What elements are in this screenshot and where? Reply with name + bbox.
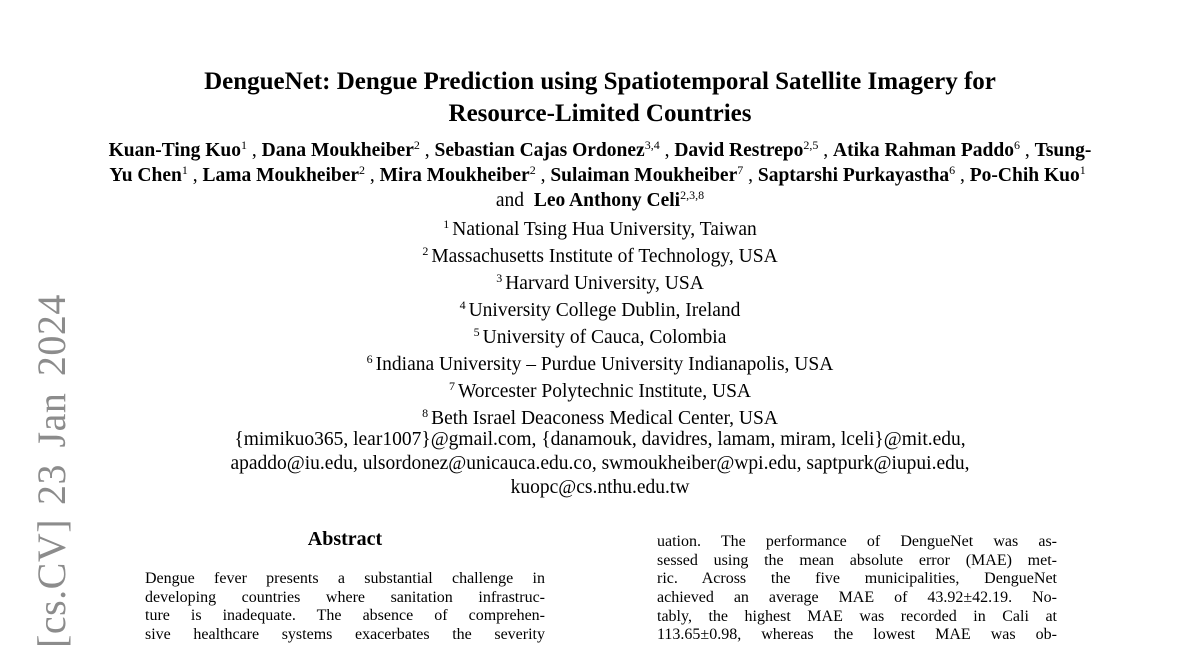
affiliation-text: University of Cauca, Colombia	[482, 327, 727, 348]
abstract-line: Dengue fever presents a substantial challenge in	[145, 570, 545, 587]
affiliation-text: Indiana University – Purdue University Indianapolis, USA	[375, 354, 834, 375]
email-line: {mimikuo365, lear1007}@gmail.com, {danamouk, davidres, lamam, miram, lceli}@mit.edu,	[234, 429, 966, 450]
author-name: Mira Moukheiber	[379, 165, 530, 186]
affiliation-number: 6	[366, 352, 373, 366]
affiliation-number: 1	[443, 217, 450, 231]
affiliation	[200, 351, 1000, 378]
affiliation	[200, 216, 1000, 243]
arxiv-stamp	[22, 294, 82, 648]
author-name: Sulaiman Moukheiber	[550, 165, 738, 186]
abstract-line: ture is inadequate. The absence of comprehen-	[145, 607, 545, 625]
email-line: apaddo@iu.edu, ulsordonez@unicauca.edu.co, swmoukheiber@wpi.edu, saptpurk@iupui.edu,	[230, 453, 970, 474]
abstract-right-column	[657, 533, 1057, 645]
author-name: Leo Anthony Celi	[533, 190, 681, 211]
author-affiliation-marker: 6	[949, 163, 956, 177]
author-name: Atika Rahman Paddo	[833, 140, 1014, 161]
abstract-line: tably, the highest MAE was recorded in Cali at	[657, 607, 1057, 625]
affiliation-number: 3	[496, 271, 503, 285]
affiliation-number: 7	[448, 379, 455, 393]
author-name: Dana Moukheiber	[261, 140, 414, 161]
title-line: DengueNet: Dengue Prediction using Spatiotemporal Satellite Imagery for	[204, 68, 996, 95]
author-affiliation-marker: 1	[181, 163, 188, 177]
affiliation-number: 5	[473, 325, 480, 339]
abstract-left-column	[145, 570, 545, 645]
affiliation-number: 4	[459, 298, 466, 312]
affiliation	[200, 297, 1000, 324]
email-list	[100, 428, 1100, 500]
abstract-line: developing countries where sanitation infrastruc-	[145, 588, 545, 606]
author-affiliation-marker: 3,4	[644, 138, 660, 152]
affiliation-list	[200, 216, 1000, 432]
abstract-line: uation. The performance of DengueNet was as-	[657, 533, 1057, 550]
paper-title	[120, 66, 1080, 130]
author-affiliation-marker: 2	[529, 163, 536, 177]
author-affiliation-marker: 2,3,8	[680, 188, 705, 202]
author-affiliation-marker: 7	[737, 163, 744, 177]
affiliation-text: Worcester Polytechnic Institute, USA	[457, 381, 752, 402]
affiliation	[200, 378, 1000, 405]
author-name: Tsung-Yu Chen	[109, 140, 1092, 186]
abstract-line: achieved an average MAE of 43.92±42.19. No-	[657, 589, 1057, 607]
affiliation	[200, 324, 1000, 351]
affiliation-text: Harvard University, USA	[505, 273, 704, 294]
author-affiliation-marker: 2	[413, 138, 420, 152]
author-affiliation-marker: 2	[359, 163, 366, 177]
email-line: kuopc@cs.nthu.edu.tw	[510, 477, 690, 498]
abstract-line: 113.65±0.98, whereas the lowest MAE was ob-	[657, 626, 1057, 644]
author-affiliation-marker: 1	[241, 138, 248, 152]
affiliation-text: National Tsing Hua University, Taiwan	[452, 219, 757, 240]
affiliation	[200, 243, 1000, 270]
affiliation-number: 8	[422, 406, 429, 420]
affiliation-text: Beth Israel Deaconess Medical Center, USA	[431, 408, 778, 429]
author-affiliation-marker: 2,5	[803, 138, 819, 152]
abstract-line: sessed using the mean absolute error (MAE) met-	[657, 551, 1057, 569]
author-name: Kuan-Ting Kuo	[108, 140, 242, 161]
abstract-heading: Abstract	[307, 528, 383, 550]
author-name: Saptarshi Purkayastha	[757, 165, 950, 186]
author-list	[100, 138, 1100, 213]
author-name: David Restrepo	[674, 140, 804, 161]
abstract-line: sive healthcare systems exacerbates the severity	[145, 626, 545, 644]
affiliation-text: Massachusetts Institute of Technology, USA	[431, 246, 778, 267]
author-line: Kuan-Ting Kuo$^1$ , Dana Moukheiber$^2$ , Sebastian Cajas Ordonez$^{3,4}$ , David Restrepo$^{2,5}$ , Atika Rahman Paddo$^6$ , Tsung-Yu Chen$^1$ , Lama Moukheiber$^2$ , Mira Moukheiber$^2$ , Sulaiman Moukheiber$^7$ , Saptarshi Purkayastha$^6$ , Po-Chih Kuo$^1$ and Leo Anthony Celi$^{2,3,8}$	[108, 138, 1092, 211]
author-conjunction: and	[495, 190, 525, 211]
abstract-line: ric. Across the five municipalities, DengueNet	[657, 570, 1057, 588]
affiliation	[200, 270, 1000, 297]
title-line: Resource-Limited Countries	[448, 100, 752, 127]
arxiv-date: 23 Jan 2024	[29, 294, 74, 505]
author-affiliation-marker: 6	[1014, 138, 1020, 152]
author-affiliation-marker: 1	[1079, 163, 1086, 177]
author-name: Po-Chih Kuo	[969, 165, 1080, 186]
arxiv-category: [cs.CV]	[29, 518, 74, 648]
affiliation-text: University College Dublin, Ireland	[468, 300, 741, 321]
affiliation-number: 2	[422, 244, 429, 258]
author-name: Lama Moukheiber	[202, 165, 360, 186]
author-name: Sebastian Cajas Ordonez	[434, 140, 645, 161]
